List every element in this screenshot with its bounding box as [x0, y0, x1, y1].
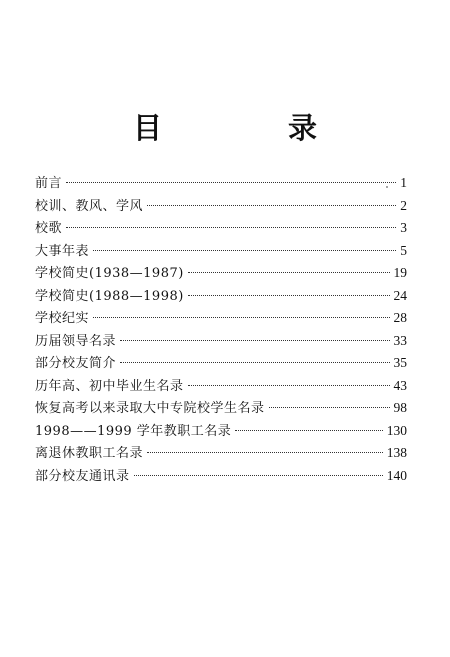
- toc-entry-page-number: 138: [386, 445, 407, 460]
- dot-leader: [235, 430, 382, 431]
- toc-entry: [35, 262, 407, 285]
- dot-leader: [134, 475, 383, 476]
- toc-entry-page-number: 130: [386, 422, 407, 438]
- toc-entry-page-number: 1: [400, 175, 407, 190]
- toc-entry-page-number: 98: [393, 400, 407, 415]
- toc-entry: [35, 240, 407, 263]
- toc-entry: [35, 285, 407, 308]
- toc-entry-label: 历届领导名录: [35, 333, 117, 349]
- toc-entry: [35, 420, 407, 443]
- toc-entry-page-number: 5: [400, 242, 407, 258]
- toc-entry-page-number: 43: [393, 377, 407, 393]
- toc-entry: [35, 217, 407, 240]
- toc-entry-label: 校训、教风、学风: [35, 198, 144, 214]
- toc-entry-label: 历年高、初中毕业生名录: [35, 378, 184, 394]
- toc-entry-page-number: 35: [393, 355, 407, 370]
- toc-entry-page-number: 19: [393, 265, 407, 280]
- toc-entry-label: 校歌: [35, 221, 63, 236]
- toc-entry-label: 学校简史(1938—1987): [35, 266, 184, 281]
- scan-speck: [386, 186, 388, 188]
- toc-entry-label: 前言: [35, 176, 63, 191]
- toc-entry-label: 部分校友简介: [35, 356, 117, 371]
- toc-entry: [35, 442, 407, 465]
- toc-entry: [35, 172, 407, 195]
- toc-entry-page-number: 24: [393, 287, 407, 303]
- dot-leader: [188, 272, 390, 273]
- toc-entry-label: 恢复高考以来录取大中专院校学生名录: [35, 401, 265, 416]
- dot-leader: [93, 250, 396, 251]
- toc-entry: [35, 352, 407, 375]
- dot-leader: [66, 227, 396, 228]
- dot-leader: [188, 385, 390, 386]
- toc-entry: [35, 397, 407, 420]
- table-of-contents: [35, 172, 407, 487]
- toc-entry-page-number: 2: [400, 197, 407, 213]
- toc-entry: [35, 307, 407, 330]
- dot-leader: [120, 362, 389, 363]
- toc-entry-page-number: 33: [393, 332, 407, 348]
- toc-entry: [35, 465, 407, 488]
- dot-leader: [66, 182, 396, 183]
- toc-entry: [35, 195, 407, 218]
- dot-leader: [147, 452, 383, 453]
- dot-leader: [93, 317, 389, 318]
- dot-leader: [147, 205, 396, 206]
- dot-leader: [120, 340, 389, 341]
- page-title: 目 录: [132, 111, 376, 145]
- toc-entry-page-number: 3: [400, 220, 407, 235]
- toc-entry: [35, 330, 407, 353]
- toc-entry-label: 部分校友通讯录: [35, 468, 130, 484]
- toc-entry-page-number: 140: [386, 467, 407, 483]
- toc-entry-label: 学校纪实: [35, 311, 90, 326]
- toc-entry: [35, 375, 407, 398]
- toc-entry-label: 离退休教职工名录: [35, 446, 144, 461]
- toc-entry-label: 学校简史(1988—1998): [35, 288, 184, 304]
- dot-leader: [269, 407, 390, 408]
- toc-entry-label: 大事年表: [35, 243, 90, 259]
- toc-entry-label: 1998——1999 学年教职工名录: [35, 423, 232, 439]
- toc-entry-page-number: 28: [393, 310, 407, 325]
- dot-leader: [188, 295, 390, 296]
